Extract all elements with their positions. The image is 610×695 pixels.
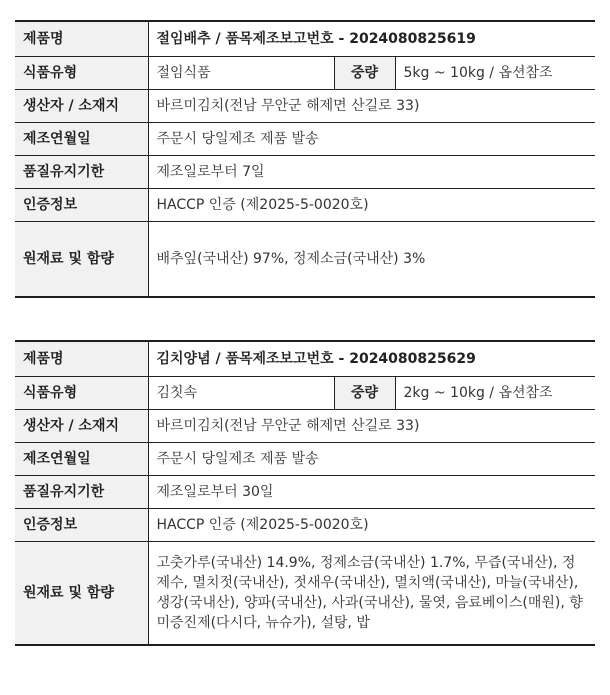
- product-name-label: 제품명: [15, 21, 148, 56]
- table-row: [15, 475, 595, 508]
- table-row: [15, 221, 595, 297]
- product-name-label: 제품명: [15, 341, 148, 376]
- weight-value: 5kg ~ 10kg / 옵션참조: [395, 56, 595, 89]
- producer-value: 바르미김치(전남 무안군 해제면 산길로 33): [148, 409, 595, 442]
- product-name-value: 절임배추 / 품목제조보고번호 - 2024080825619: [148, 21, 595, 56]
- cert-label: 인증정보: [15, 188, 148, 221]
- table-row: [15, 376, 595, 409]
- cert-label: 인증정보: [15, 508, 148, 541]
- weight-label: 중량: [334, 376, 395, 409]
- table-row: [15, 508, 595, 541]
- table-row: [15, 541, 595, 645]
- expiry-label: 품질유지기한: [15, 475, 148, 508]
- food-type-label: 식품유형: [15, 56, 148, 89]
- expiry-value: 제조일로부터 30일: [148, 475, 595, 508]
- producer-label: 생산자 / 소재지: [15, 409, 148, 442]
- weight-value: 2kg ~ 10kg / 옵션참조: [395, 376, 595, 409]
- table-row: [15, 56, 595, 89]
- producer-value: 바르미김치(전남 무안군 해제면 산길로 33): [148, 89, 595, 122]
- cert-value: HACCP 인증 (제2025-5-0020호): [148, 188, 595, 221]
- food-type-value: 절임식품: [148, 56, 334, 89]
- ingredients-value: 배추잎(국내산) 97%, 정제소금(국내산) 3%: [148, 221, 595, 297]
- product-info-table-salted-cabbage: [15, 20, 595, 298]
- product-info-table-kimchi-seasoning: [15, 340, 595, 646]
- expiry-label: 품질유지기한: [15, 155, 148, 188]
- table-row: [15, 122, 595, 155]
- table-row: [15, 89, 595, 122]
- table-row: [15, 442, 595, 475]
- food-type-value: 김칫속: [148, 376, 334, 409]
- table-row: [15, 409, 595, 442]
- table-row: [15, 155, 595, 188]
- mfg-date-label: 제조연월일: [15, 442, 148, 475]
- cert-value: HACCP 인증 (제2025-5-0020호): [148, 508, 595, 541]
- mfg-date-value: 주문시 당일제조 제품 발송: [148, 122, 595, 155]
- weight-label: 중량: [334, 56, 395, 89]
- producer-label: 생산자 / 소재지: [15, 89, 148, 122]
- table-row: [15, 188, 595, 221]
- ingredients-label: 원재료 및 함량: [15, 541, 148, 645]
- table-row: [15, 341, 595, 376]
- product-name-value: 김치양념 / 품목제조보고번호 - 2024080825629: [148, 341, 595, 376]
- mfg-date-label: 제조연월일: [15, 122, 148, 155]
- food-type-label: 식품유형: [15, 376, 148, 409]
- table-row: [15, 21, 595, 56]
- mfg-date-value: 주문시 당일제조 제품 발송: [148, 442, 595, 475]
- ingredients-value: 고춧가루(국내산) 14.9%, 정제소금(국내산) 1.7%, 무즙(국내산), 정제수, 멸치젓(국내산), 젓새우(국내산), 멸치액(국내산), 마늘(국내산), 생강(국내산), 양파(국내산), 사과(국내산), 물엿, 음료베이스(매원), 향미증진제(다시다, 뉴슈가), 설탕, 밥: [148, 541, 595, 645]
- expiry-value: 제조일로부터 7일: [148, 155, 595, 188]
- ingredients-label: 원재료 및 함량: [15, 221, 148, 297]
